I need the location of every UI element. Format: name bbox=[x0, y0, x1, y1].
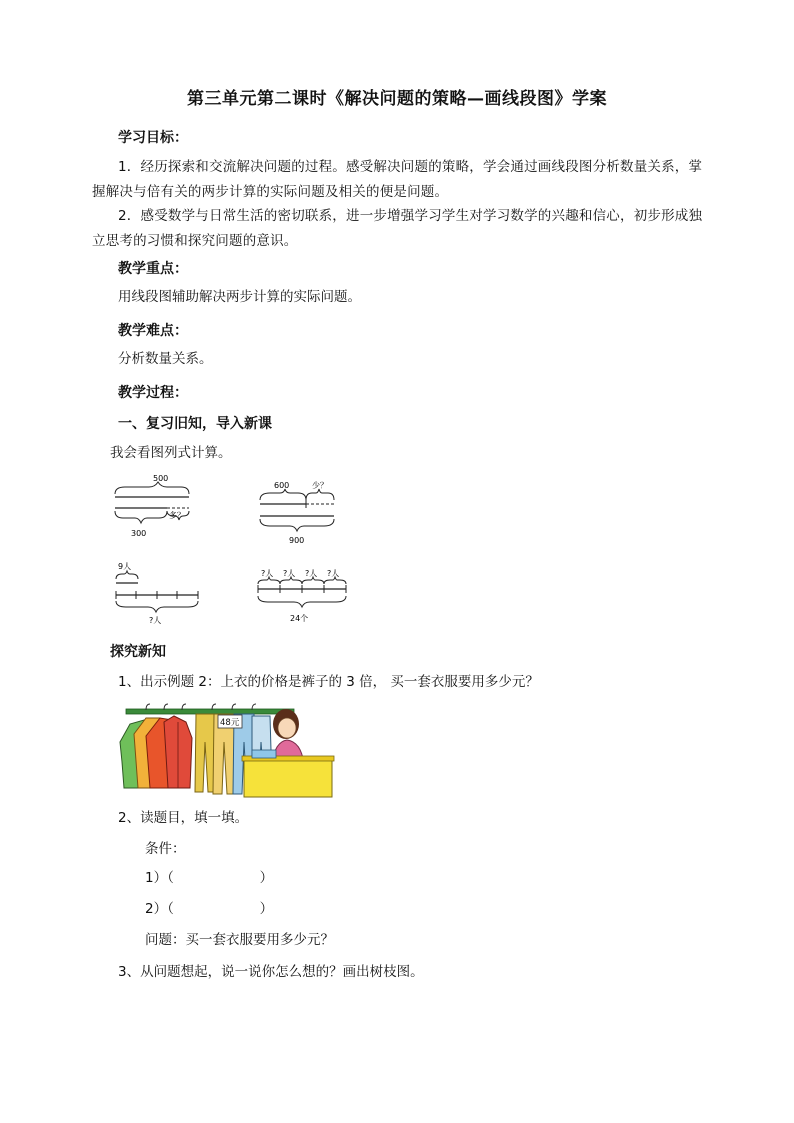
goals-heading: 学习目标： bbox=[118, 130, 188, 146]
process-heading: 教学过程： bbox=[118, 385, 188, 401]
diagram4-part-1: ?人 bbox=[261, 569, 274, 578]
diagram4-brace-3 bbox=[302, 577, 324, 584]
line-diagram-1 bbox=[105, 470, 215, 542]
diagram2-right-label: 少？ bbox=[312, 481, 328, 490]
price-tag-label: 48元 bbox=[220, 718, 240, 728]
diagram3-total-brace bbox=[116, 601, 198, 612]
diagram1-top-brace bbox=[115, 482, 189, 494]
diagram3-unit-brace bbox=[116, 571, 138, 579]
clothing-store-illustration bbox=[116, 702, 338, 798]
diagram4-brace-2 bbox=[280, 577, 302, 584]
goal-2: 2．感受数学与日常生活的密切联系，进一步增强学习学生对学习数学的兴趣和信心，初步形成独立思考的习惯和探究问题的意识。 bbox=[92, 208, 703, 249]
part1-heading: 一、复习旧知，导入新课 bbox=[118, 416, 272, 432]
diagram1-top-label: 500 bbox=[153, 474, 169, 483]
condition-1-blank[interactable]: 1）（ ） bbox=[145, 870, 274, 886]
diagram2-left-label: 600 bbox=[274, 481, 290, 490]
step-3-text: 3、从问题想起，说一说你怎么想的？画出树枝图。 bbox=[118, 964, 424, 980]
diagram4-brace-4 bbox=[324, 577, 346, 584]
shopkeeper-face bbox=[278, 718, 296, 738]
diagram4-brace-1 bbox=[258, 577, 280, 584]
diagram4-part-2: ?人 bbox=[283, 569, 296, 578]
diagram1-bottom-label: 300 bbox=[131, 529, 147, 538]
question-text: 问题：买一套衣服要用多少元？ bbox=[145, 932, 334, 948]
diagram4-part-4: ?人 bbox=[327, 569, 340, 578]
diagram4-part-3: ?人 bbox=[305, 569, 318, 578]
diagram1-bottom-brace bbox=[115, 511, 167, 523]
key-point-text: 用线段图辅助解决两步计算的实际问题。 bbox=[118, 289, 361, 305]
condition-2-blank[interactable]: 2）（ ） bbox=[145, 901, 274, 917]
shop-counter bbox=[244, 759, 332, 797]
part1-text: 我会看图列式计算。 bbox=[110, 445, 232, 461]
cash-register bbox=[252, 750, 276, 758]
step-1-text: 1、出示例题 2：上衣的价格是裤子的 3 倍， 买一套衣服要用多少元？ bbox=[118, 674, 539, 690]
diagram4-total-brace bbox=[258, 596, 346, 607]
difficulty-text: 分析数量关系。 bbox=[118, 351, 213, 367]
diagram2-right-brace bbox=[306, 489, 334, 500]
key-point-heading: 教学重点： bbox=[118, 261, 188, 277]
diagram1-diff-label: 多？ bbox=[169, 511, 185, 520]
condition-label: 条件： bbox=[145, 841, 186, 857]
difficulty-heading: 教学难点： bbox=[118, 323, 188, 339]
page-title: 第三单元第二课时《解决问题的策略—画线段图》学案 bbox=[187, 89, 607, 109]
diagram4-total-label: 24个 bbox=[290, 614, 309, 623]
diagram3-unit-label: 9人 bbox=[118, 562, 132, 571]
diagram2-total-label: 900 bbox=[289, 536, 305, 545]
step-2-text: 2、读题目，填一填。 bbox=[118, 810, 249, 826]
diagram3-total-label: ?人 bbox=[149, 616, 162, 625]
line-diagram-3 bbox=[110, 559, 210, 627]
line-diagram-2 bbox=[252, 476, 352, 548]
clothes-rack-bar bbox=[126, 709, 294, 714]
diagram2-left-brace bbox=[260, 489, 306, 500]
goal-1: 1．经历探索和交流解决问题的过程。感受解决问题的策略，学会通过画线段图分析数量关系，掌握解决与倍有关的两步计算的实际问题及相关的便是问题。 bbox=[92, 159, 703, 200]
line-diagram-4 bbox=[252, 566, 362, 628]
diagram2-total-brace bbox=[260, 519, 334, 531]
explore-heading: 探究新知 bbox=[110, 644, 166, 660]
